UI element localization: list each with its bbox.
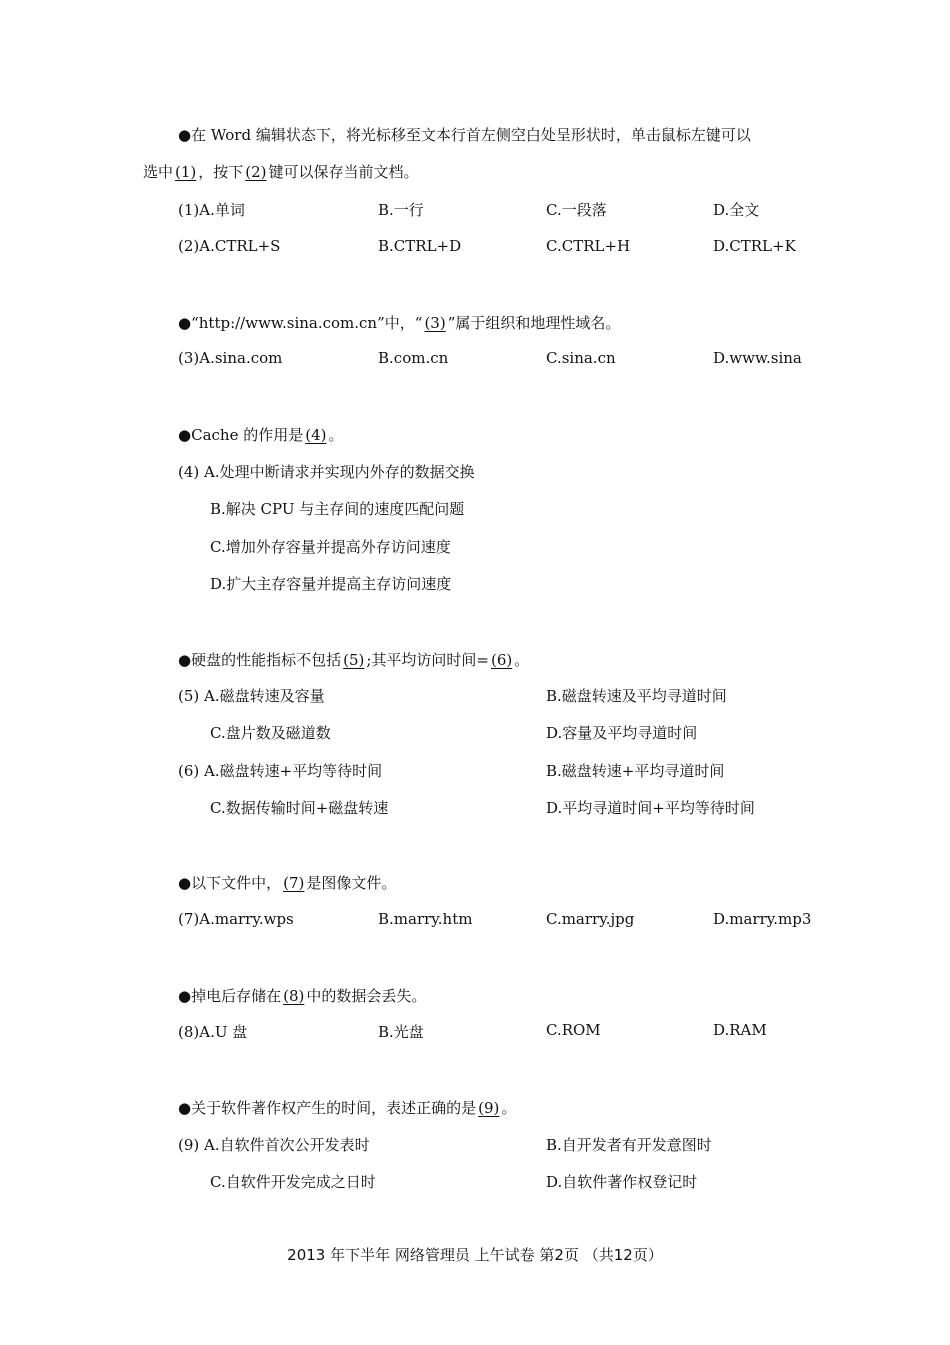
option-9b: B.自开发者有开发意图时 xyxy=(546,1136,712,1154)
option-4d: D.扩大主存容量并提高主存访问速度 xyxy=(210,575,452,593)
option-4a: (4) A.处理中断请求并实现内外存的数据交换 xyxy=(178,463,475,481)
question-8-stem xyxy=(178,985,426,1006)
option-8a: (8)A.U 盘 xyxy=(178,1023,248,1041)
option-8c: C.ROM xyxy=(546,1021,601,1039)
option-9a: (9) A.自软件首次公开发表时 xyxy=(178,1136,370,1154)
option-3a: (3)A.sina.com xyxy=(178,349,283,367)
answer-blank-6: (6) xyxy=(490,651,513,669)
stem-text: ●Cache 的作用是 xyxy=(178,426,304,444)
option-3d: D.www.sina xyxy=(713,349,802,367)
question-7-stem xyxy=(178,872,396,893)
answer-blank-5: (5) xyxy=(343,651,365,669)
question-1-stem-line2 xyxy=(143,161,419,182)
answer-blank-1: (1) xyxy=(175,163,197,181)
stem-text: 是图像文件。 xyxy=(306,874,397,892)
stem-text: 。 xyxy=(501,1099,517,1117)
stem-text: ●关于软件著作权产生的时间，表述正确的是 xyxy=(178,1099,477,1117)
option-2d: D.CTRL+K xyxy=(713,237,796,255)
option-4b: B.解决 CPU 与主存间的速度匹配问题 xyxy=(210,500,465,518)
option-5d: D.容量及平均寻道时间 xyxy=(546,724,698,742)
option-8d: D.RAM xyxy=(713,1021,767,1039)
answer-blank-4: (4) xyxy=(305,426,327,444)
option-1d: D.全文 xyxy=(713,201,760,219)
option-4c: C.增加外存容量并提高外存访问速度 xyxy=(210,538,451,556)
question-5-stem xyxy=(178,649,529,670)
stem-text: 。 xyxy=(328,426,344,444)
question-1-stem-line1: ●在 Word 编辑状态下，将光标移至文本行首左侧空白处呈形状时，单击鼠标左键可以 xyxy=(178,126,751,144)
question-3-stem xyxy=(178,312,620,333)
answer-blank-3: (3) xyxy=(424,314,446,332)
stem-text: 选中 xyxy=(143,163,174,181)
option-6a: (6) A.磁盘转速+平均等待时间 xyxy=(178,762,383,780)
stem-text: ●硬盘的性能指标不包括 xyxy=(178,651,342,669)
stem-text: ●“http://www.sina.com.cn”中，“ xyxy=(178,314,423,332)
stem-text: 。 xyxy=(514,651,530,669)
answer-blank-7: (7) xyxy=(283,874,305,892)
option-2b: B.CTRL+D xyxy=(378,237,462,255)
stem-text: 中的数据会丢失。 xyxy=(306,987,427,1005)
stem-text: ●掉电后存储在 xyxy=(178,987,282,1005)
option-9d: D.自软件著作权登记时 xyxy=(546,1173,698,1191)
option-2a: (2)A.CTRL+S xyxy=(178,237,281,255)
stem-text: ●以下文件中， xyxy=(178,874,282,892)
option-7c: C.marry.jpg xyxy=(546,910,635,928)
answer-blank-2: (2) xyxy=(245,163,267,181)
stem-text: ，按下 xyxy=(198,163,244,181)
option-1a: (1)A.单词 xyxy=(178,201,245,219)
option-7d: D.marry.mp3 xyxy=(713,910,812,928)
question-9-stem xyxy=(178,1097,516,1118)
stem-text: ;其平均访问时间= xyxy=(366,651,489,669)
option-1c: C.一段落 xyxy=(546,201,607,219)
option-5a: (5) A.磁盘转速及容量 xyxy=(178,687,325,705)
option-7b: B.marry.htm xyxy=(378,910,473,928)
option-6c: C.数据传输时间+磁盘转速 xyxy=(210,799,389,817)
option-5b: B.磁盘转速及平均寻道时间 xyxy=(546,687,727,705)
option-3c: C.sina.cn xyxy=(546,349,616,367)
option-3b: B.com.cn xyxy=(378,349,449,367)
option-5c: C.盘片数及磁道数 xyxy=(210,724,331,742)
option-6d: D.平均寻道时间+平均等待时间 xyxy=(546,799,755,817)
option-9c: C.自软件开发完成之日时 xyxy=(210,1173,376,1191)
answer-blank-9: (9) xyxy=(478,1099,500,1117)
question-4-stem xyxy=(178,424,343,445)
page-footer: 2013 年下半年 网络管理员 上午试卷 第2页 （共12页） xyxy=(287,1246,663,1264)
option-6b: B.磁盘转速+平均寻道时间 xyxy=(546,762,725,780)
stem-text: 键可以保存当前文档。 xyxy=(268,163,419,181)
option-7a: (7)A.marry.wps xyxy=(178,910,294,928)
option-2c: C.CTRL+H xyxy=(546,237,631,255)
option-8b: B.光盘 xyxy=(378,1023,424,1041)
answer-blank-8: (8) xyxy=(283,987,305,1005)
option-1b: B.一行 xyxy=(378,201,424,219)
stem-text: ”属于组织和地理性域名。 xyxy=(447,314,621,332)
